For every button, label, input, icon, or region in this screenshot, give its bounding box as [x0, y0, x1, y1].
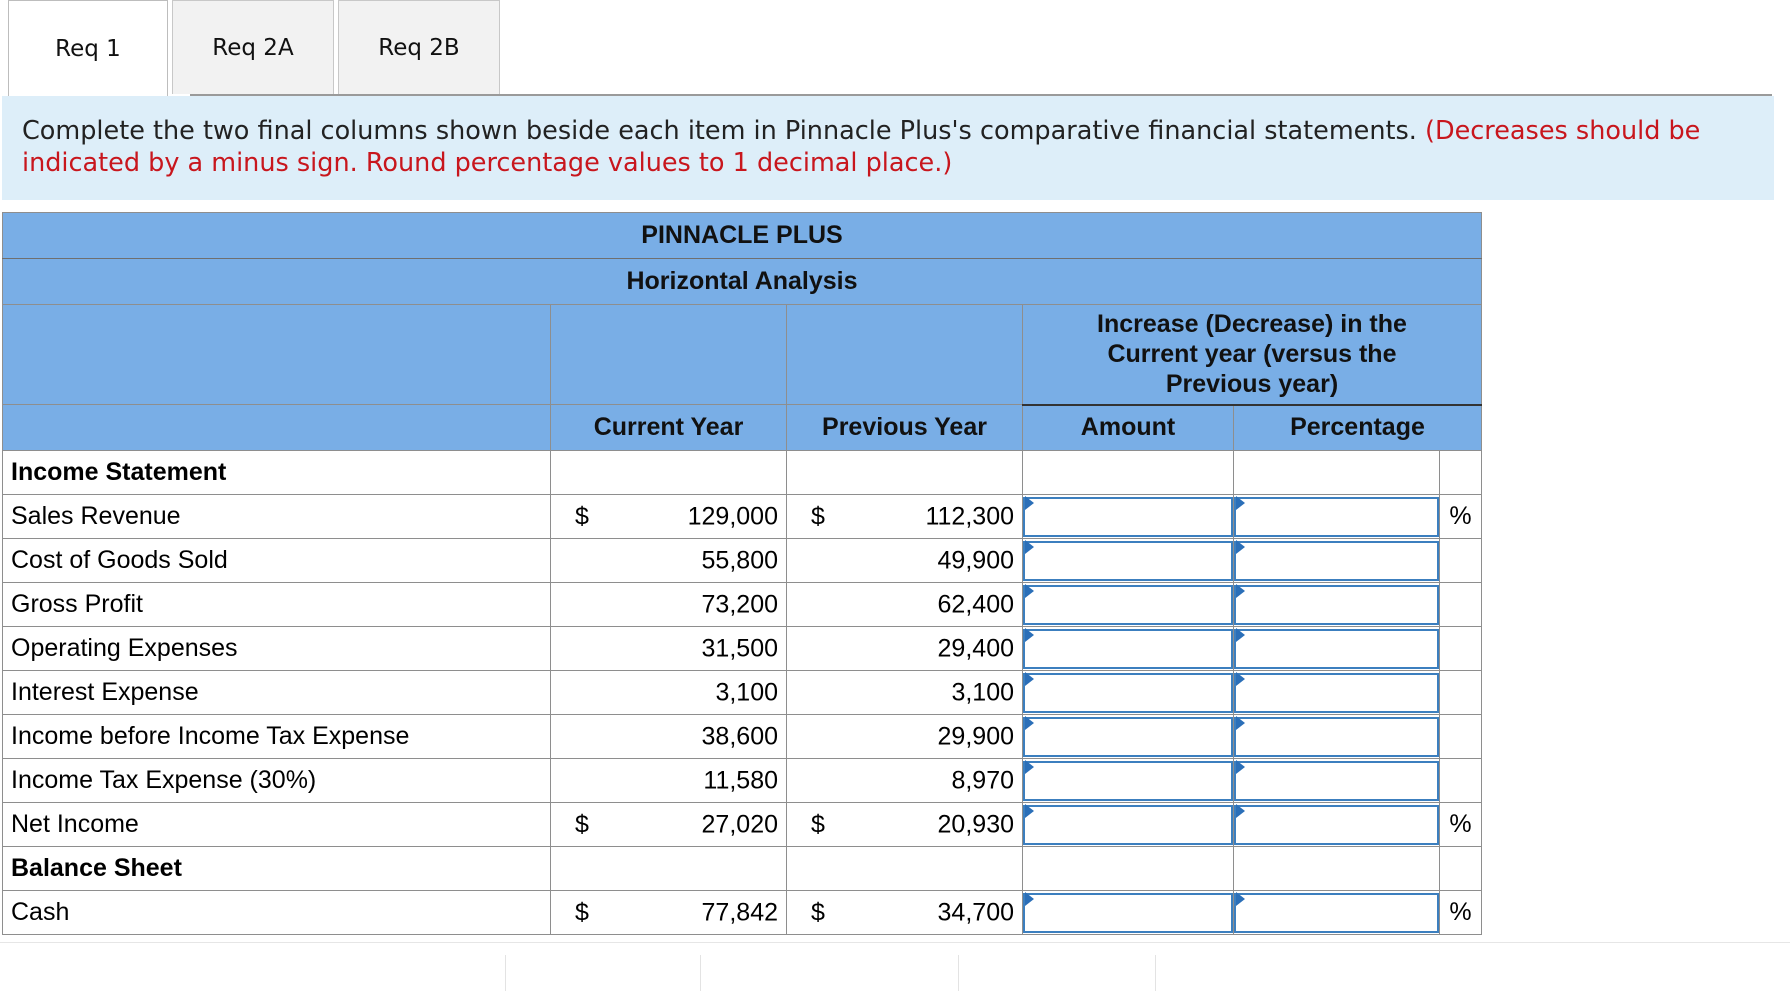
- table-row: [3, 539, 1482, 583]
- percent-symbol: [1440, 671, 1482, 715]
- current-year-value: 55,800: [701, 546, 778, 574]
- current-year-value: 129,000: [687, 502, 778, 530]
- column-header-percentage: Percentage: [1234, 405, 1482, 451]
- current-year-value: 31,500: [701, 634, 778, 662]
- percent-symbol: %: [1440, 803, 1482, 847]
- current-year-cell: [551, 495, 787, 539]
- row-label: Income Tax Expense (30%): [3, 759, 551, 803]
- previous-year-cell: [787, 891, 1023, 935]
- current-year-cell: [551, 539, 787, 583]
- tab-req-1[interactable]: Req 1: [8, 0, 168, 96]
- previous-year-value: 112,300: [925, 502, 1014, 530]
- section-heading: Income Statement: [3, 451, 551, 495]
- input-flag-icon: [1236, 760, 1245, 774]
- section-row: [3, 847, 1482, 891]
- toolbar-divider: [1155, 955, 1156, 991]
- previous-year-value: 29,400: [937, 634, 1014, 662]
- previous-year-cell: [787, 803, 1023, 847]
- dollar-sign: $: [811, 810, 825, 838]
- percent-symbol: [1440, 539, 1482, 583]
- instructions-text: Complete the two final columns shown beside each item in Pinnacle Plus's comparative financial statements.: [22, 116, 1426, 146]
- current-year-cell: [551, 803, 787, 847]
- row-label: Interest Expense: [3, 671, 551, 715]
- previous-year-cell: [787, 759, 1023, 803]
- amount-input[interactable]: [1023, 761, 1233, 801]
- input-flag-icon: [1025, 804, 1034, 818]
- amount-cell: [1023, 759, 1234, 803]
- dollar-sign: $: [575, 810, 589, 838]
- input-flag-icon: [1236, 540, 1245, 554]
- bottom-toolbar-fade: [0, 942, 1790, 991]
- percentage-input[interactable]: [1234, 629, 1439, 669]
- percent-symbol: [1440, 627, 1482, 671]
- amount-cell: [1023, 671, 1234, 715]
- input-flag-icon: [1236, 496, 1245, 510]
- row-label: Sales Revenue: [3, 495, 551, 539]
- input-flag-icon: [1236, 804, 1245, 818]
- percentage-input[interactable]: [1234, 717, 1439, 757]
- previous-year-value: 62,400: [937, 590, 1014, 618]
- input-flag-icon: [1025, 540, 1034, 554]
- previous-year-cell: [787, 539, 1023, 583]
- table-row: [3, 715, 1482, 759]
- amount-cell: [1023, 583, 1234, 627]
- toolbar-divider: [505, 955, 506, 991]
- amount-cell: [1023, 891, 1234, 935]
- input-flag-icon: [1025, 892, 1034, 906]
- percentage-cell: [1234, 715, 1440, 759]
- previous-year-cell: [787, 671, 1023, 715]
- previous-year-cell: [787, 715, 1023, 759]
- table-row: [3, 891, 1482, 935]
- percentage-input[interactable]: [1234, 497, 1439, 537]
- previous-year-value: 8,970: [951, 766, 1014, 794]
- section-row: [3, 451, 1482, 495]
- input-flag-icon: [1025, 628, 1034, 642]
- previous-year-value: 49,900: [937, 546, 1014, 574]
- toolbar-divider: [958, 955, 959, 991]
- tab-req-2a[interactable]: Req 2A: [172, 0, 334, 94]
- column-header-amount: Amount: [1023, 405, 1234, 451]
- amount-input[interactable]: [1023, 893, 1233, 933]
- percentage-input[interactable]: [1234, 673, 1439, 713]
- row-label: Cash: [3, 891, 551, 935]
- row-label: Cost of Goods Sold: [3, 539, 551, 583]
- empty-cell: [1234, 451, 1440, 495]
- current-year-value: 38,600: [701, 722, 778, 750]
- empty-cell: [1234, 847, 1440, 891]
- percent-symbol: [1440, 715, 1482, 759]
- percentage-input[interactable]: [1234, 805, 1439, 845]
- percentage-cell: [1234, 891, 1440, 935]
- percentage-input[interactable]: [1234, 761, 1439, 801]
- amount-input[interactable]: [1023, 541, 1233, 581]
- current-year-value: 11,580: [703, 766, 778, 794]
- amount-cell: [1023, 539, 1234, 583]
- row-label: Net Income: [3, 803, 551, 847]
- amount-input[interactable]: [1023, 673, 1233, 713]
- empty-cell: [1440, 451, 1482, 495]
- amount-input[interactable]: [1023, 585, 1233, 625]
- table-row: [3, 803, 1482, 847]
- input-flag-icon: [1025, 496, 1034, 510]
- dollar-sign: $: [811, 898, 825, 926]
- current-year-cell: [551, 759, 787, 803]
- empty-cell: [1023, 451, 1234, 495]
- table-row: [3, 627, 1482, 671]
- current-year-value: 77,842: [701, 898, 778, 926]
- input-flag-icon: [1236, 672, 1245, 686]
- header-blank-label: [3, 305, 551, 405]
- row-label: Gross Profit: [3, 583, 551, 627]
- percentage-cell: [1234, 803, 1440, 847]
- input-flag-icon: [1025, 716, 1034, 730]
- percent-symbol: [1440, 583, 1482, 627]
- amount-cell: [1023, 715, 1234, 759]
- empty-cell: [551, 847, 787, 891]
- horizontal-analysis-table: [2, 212, 1482, 935]
- increase-decrease-group-header: Increase (Decrease) in the Current year (versus the Previous year): [1023, 305, 1482, 405]
- input-flag-icon: [1236, 716, 1245, 730]
- dollar-sign: $: [575, 502, 589, 530]
- previous-year-cell: [787, 495, 1023, 539]
- toolbar-divider: [700, 955, 701, 991]
- input-flag-icon: [1025, 584, 1034, 598]
- row-label: Income before Income Tax Expense: [3, 715, 551, 759]
- previous-year-cell: [787, 627, 1023, 671]
- empty-cell: [787, 451, 1023, 495]
- current-year-value: 3,100: [715, 678, 778, 706]
- column-header-current-year: Current Year: [551, 405, 787, 451]
- percentage-input[interactable]: [1234, 893, 1439, 933]
- tab-req-2b[interactable]: Req 2B: [338, 0, 500, 94]
- amount-cell: [1023, 495, 1234, 539]
- percentage-cell: [1234, 583, 1440, 627]
- previous-year-cell: [787, 583, 1023, 627]
- percent-symbol: %: [1440, 891, 1482, 935]
- row-label: Operating Expenses: [3, 627, 551, 671]
- table-row: [3, 583, 1482, 627]
- table-subtitle: Horizontal Analysis: [3, 259, 1482, 305]
- empty-cell: [551, 451, 787, 495]
- current-year-cell: [551, 671, 787, 715]
- instructions-panel: [2, 96, 1774, 200]
- previous-year-value: 3,100: [951, 678, 1014, 706]
- dollar-sign: $: [811, 502, 825, 530]
- percentage-input[interactable]: [1234, 541, 1439, 581]
- current-year-value: 27,020: [701, 810, 778, 838]
- empty-cell: [1440, 847, 1482, 891]
- current-year-cell: [551, 583, 787, 627]
- table-row: [3, 759, 1482, 803]
- input-flag-icon: [1025, 760, 1034, 774]
- previous-year-value: 34,700: [937, 898, 1014, 926]
- percentage-cell: [1234, 759, 1440, 803]
- percentage-cell: [1234, 627, 1440, 671]
- table-row: [3, 671, 1482, 715]
- empty-cell: [1023, 847, 1234, 891]
- table-title: PINNACLE PLUS: [3, 213, 1482, 259]
- input-flag-icon: [1236, 892, 1245, 906]
- amount-input[interactable]: [1023, 497, 1233, 537]
- current-year-cell: [551, 627, 787, 671]
- section-heading: Balance Sheet: [3, 847, 551, 891]
- input-flag-icon: [1236, 628, 1245, 642]
- header-blank-previous: [787, 305, 1023, 405]
- amount-cell: [1023, 803, 1234, 847]
- empty-cell: [787, 847, 1023, 891]
- previous-year-value: 20,930: [937, 810, 1014, 838]
- percentage-input[interactable]: [1234, 585, 1439, 625]
- percent-symbol: %: [1440, 495, 1482, 539]
- percent-symbol: [1440, 759, 1482, 803]
- current-year-cell: [551, 891, 787, 935]
- input-flag-icon: [1236, 584, 1245, 598]
- percentage-cell: [1234, 539, 1440, 583]
- previous-year-value: 29,900: [937, 722, 1014, 750]
- table-row: [3, 495, 1482, 539]
- column-header-previous-year: Previous Year: [787, 405, 1023, 451]
- amount-cell: [1023, 627, 1234, 671]
- amount-input[interactable]: [1023, 629, 1233, 669]
- current-year-value: 73,200: [701, 590, 778, 618]
- dollar-sign: $: [575, 898, 589, 926]
- current-year-cell: [551, 715, 787, 759]
- percentage-cell: [1234, 671, 1440, 715]
- instructions-note: (Decreases should be indicated by a minus sign. Round percentage values to 1 decimal place.): [22, 116, 1701, 178]
- header-blank-current: [551, 305, 787, 405]
- input-flag-icon: [1025, 672, 1034, 686]
- amount-input[interactable]: [1023, 805, 1233, 845]
- amount-input[interactable]: [1023, 717, 1233, 757]
- header-blank-label-2: [3, 405, 551, 451]
- percentage-cell: [1234, 495, 1440, 539]
